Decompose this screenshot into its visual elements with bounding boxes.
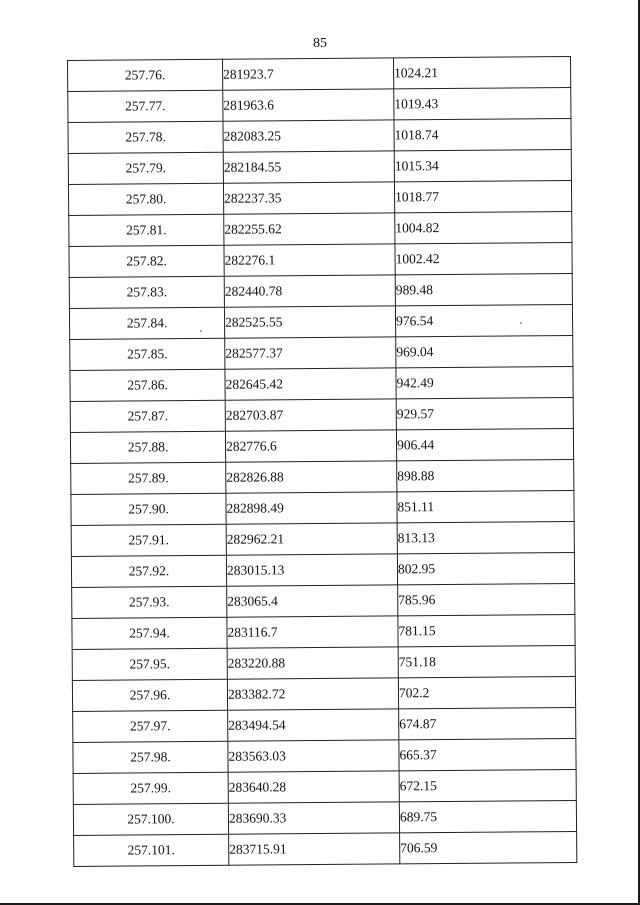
x-coordinate-cell: 282525.55 [224, 306, 395, 338]
point-number-cell: 257.84. [69, 307, 224, 339]
y-coordinate-cell: 1004.82 [395, 212, 572, 244]
table-row [69, 274, 572, 309]
scan-speck [200, 330, 202, 332]
point-number-cell: 257.81. [69, 214, 224, 246]
table-row [74, 832, 577, 867]
x-coordinate-cell: 282826.88 [226, 461, 397, 493]
point-number-cell: 257.83. [69, 276, 224, 308]
table-row [72, 677, 575, 712]
table-row [71, 553, 574, 588]
table-row [70, 429, 573, 464]
y-coordinate-cell: 785.96 [398, 584, 575, 616]
x-coordinate-cell: 282703.87 [225, 399, 396, 431]
y-coordinate-cell: 674.87 [399, 708, 576, 740]
y-coordinate-cell: 976.54 [395, 305, 572, 337]
x-coordinate-cell: 282776.6 [225, 430, 396, 462]
point-number-cell: 257.95. [72, 648, 227, 680]
x-coordinate-cell: 283015.13 [226, 554, 397, 586]
table-row [69, 212, 572, 247]
point-number-cell: 257.77. [68, 90, 223, 122]
x-coordinate-cell: 283220.88 [227, 647, 398, 679]
x-coordinate-cell: 283382.72 [227, 678, 398, 710]
table-row [73, 708, 576, 743]
point-number-cell: 257.76. [68, 59, 223, 91]
y-coordinate-cell: 706.59 [400, 832, 577, 864]
y-coordinate-cell: 898.88 [397, 460, 574, 492]
table-body [68, 57, 577, 867]
table-row [71, 460, 574, 495]
y-coordinate-cell: 672.15 [399, 770, 576, 802]
y-coordinate-cell: 1019.43 [394, 88, 571, 120]
point-number-cell: 257.90. [71, 493, 226, 525]
y-coordinate-cell: 942.49 [396, 367, 573, 399]
x-coordinate-cell: 282083.25 [223, 120, 394, 152]
point-number-cell: 257.92. [71, 555, 226, 587]
y-coordinate-cell: 802.95 [397, 553, 574, 585]
point-number-cell: 257.98. [73, 741, 228, 773]
x-coordinate-cell: 281923.7 [222, 58, 393, 90]
scan-speck [108, 586, 110, 588]
point-number-cell: 257.93. [72, 586, 227, 618]
table-row [72, 615, 575, 650]
table-row [70, 367, 573, 402]
x-coordinate-cell: 283116.7 [227, 616, 398, 648]
table-row [68, 150, 571, 185]
table-row [68, 88, 571, 123]
table-row [68, 57, 571, 92]
point-number-cell: 257.82. [69, 245, 224, 277]
x-coordinate-cell: 283690.33 [228, 802, 399, 834]
table-row [70, 336, 573, 371]
point-number-cell: 257.91. [71, 524, 226, 556]
table-row [73, 801, 576, 836]
point-number-cell: 257.89. [71, 462, 226, 494]
x-coordinate-cell: 282645.42 [225, 368, 396, 400]
y-coordinate-cell: 989.48 [395, 274, 572, 306]
table-row [69, 305, 572, 340]
point-number-cell: 257.96. [72, 679, 227, 711]
x-coordinate-cell: 282255.62 [224, 213, 395, 245]
x-coordinate-cell: 282276.1 [224, 244, 395, 276]
x-coordinate-cell: 282577.37 [225, 337, 396, 369]
x-coordinate-cell: 283640.28 [228, 771, 399, 803]
point-number-cell: 257.101. [74, 834, 229, 866]
table-row [73, 739, 576, 774]
y-coordinate-cell: 751.18 [398, 646, 575, 678]
table-row [68, 119, 571, 154]
y-coordinate-cell: 969.04 [396, 336, 573, 368]
x-coordinate-cell: 282237.35 [223, 182, 394, 214]
x-coordinate-cell: 282962.21 [226, 523, 397, 555]
y-coordinate-cell: 1024.21 [393, 57, 570, 89]
point-number-cell: 257.99. [73, 772, 228, 804]
point-number-cell: 257.85. [70, 338, 225, 370]
y-coordinate-cell: 906.44 [396, 429, 573, 461]
y-coordinate-cell: 781.15 [398, 615, 575, 647]
scan-speck [520, 322, 522, 324]
coordinates-table [67, 56, 577, 867]
y-coordinate-cell: 1018.77 [394, 181, 571, 213]
y-coordinate-cell: 929.57 [396, 398, 573, 430]
table-row [68, 181, 571, 216]
y-coordinate-cell: 1015.34 [394, 150, 571, 182]
table-row [70, 398, 573, 433]
x-coordinate-cell: 283715.91 [229, 833, 400, 865]
point-number-cell: 257.100. [73, 803, 228, 835]
y-coordinate-cell: 1018.74 [394, 119, 571, 151]
x-coordinate-cell: 281963.6 [223, 89, 394, 121]
y-coordinate-cell: 702.2 [398, 677, 575, 709]
point-number-cell: 257.80. [68, 183, 223, 215]
y-coordinate-cell: 813.13 [397, 522, 574, 554]
y-coordinate-cell: 665.37 [399, 739, 576, 771]
table-row [72, 646, 575, 681]
page-number: 85 [313, 36, 327, 51]
y-coordinate-cell: 851.11 [397, 491, 574, 523]
point-number-cell: 257.97. [73, 710, 228, 742]
point-number-cell: 257.87. [70, 400, 225, 432]
y-coordinate-cell: 1002.42 [395, 243, 572, 275]
point-number-cell: 257.88. [70, 431, 225, 463]
table-row [71, 522, 574, 557]
x-coordinate-cell: 283563.03 [228, 740, 399, 772]
point-number-cell: 257.78. [68, 121, 223, 153]
table-row [73, 770, 576, 805]
point-number-cell: 257.86. [70, 369, 225, 401]
point-number-cell: 257.79. [68, 152, 223, 184]
table-row [72, 584, 575, 619]
x-coordinate-cell: 283065.4 [227, 585, 398, 617]
x-coordinate-cell: 282898.49 [226, 492, 397, 524]
x-coordinate-cell: 282184.55 [223, 151, 394, 183]
x-coordinate-cell: 283494.54 [228, 709, 399, 741]
table-row [69, 243, 572, 278]
x-coordinate-cell: 282440.78 [224, 275, 395, 307]
table-row [71, 491, 574, 526]
y-coordinate-cell: 689.75 [399, 801, 576, 833]
point-number-cell: 257.94. [72, 617, 227, 649]
